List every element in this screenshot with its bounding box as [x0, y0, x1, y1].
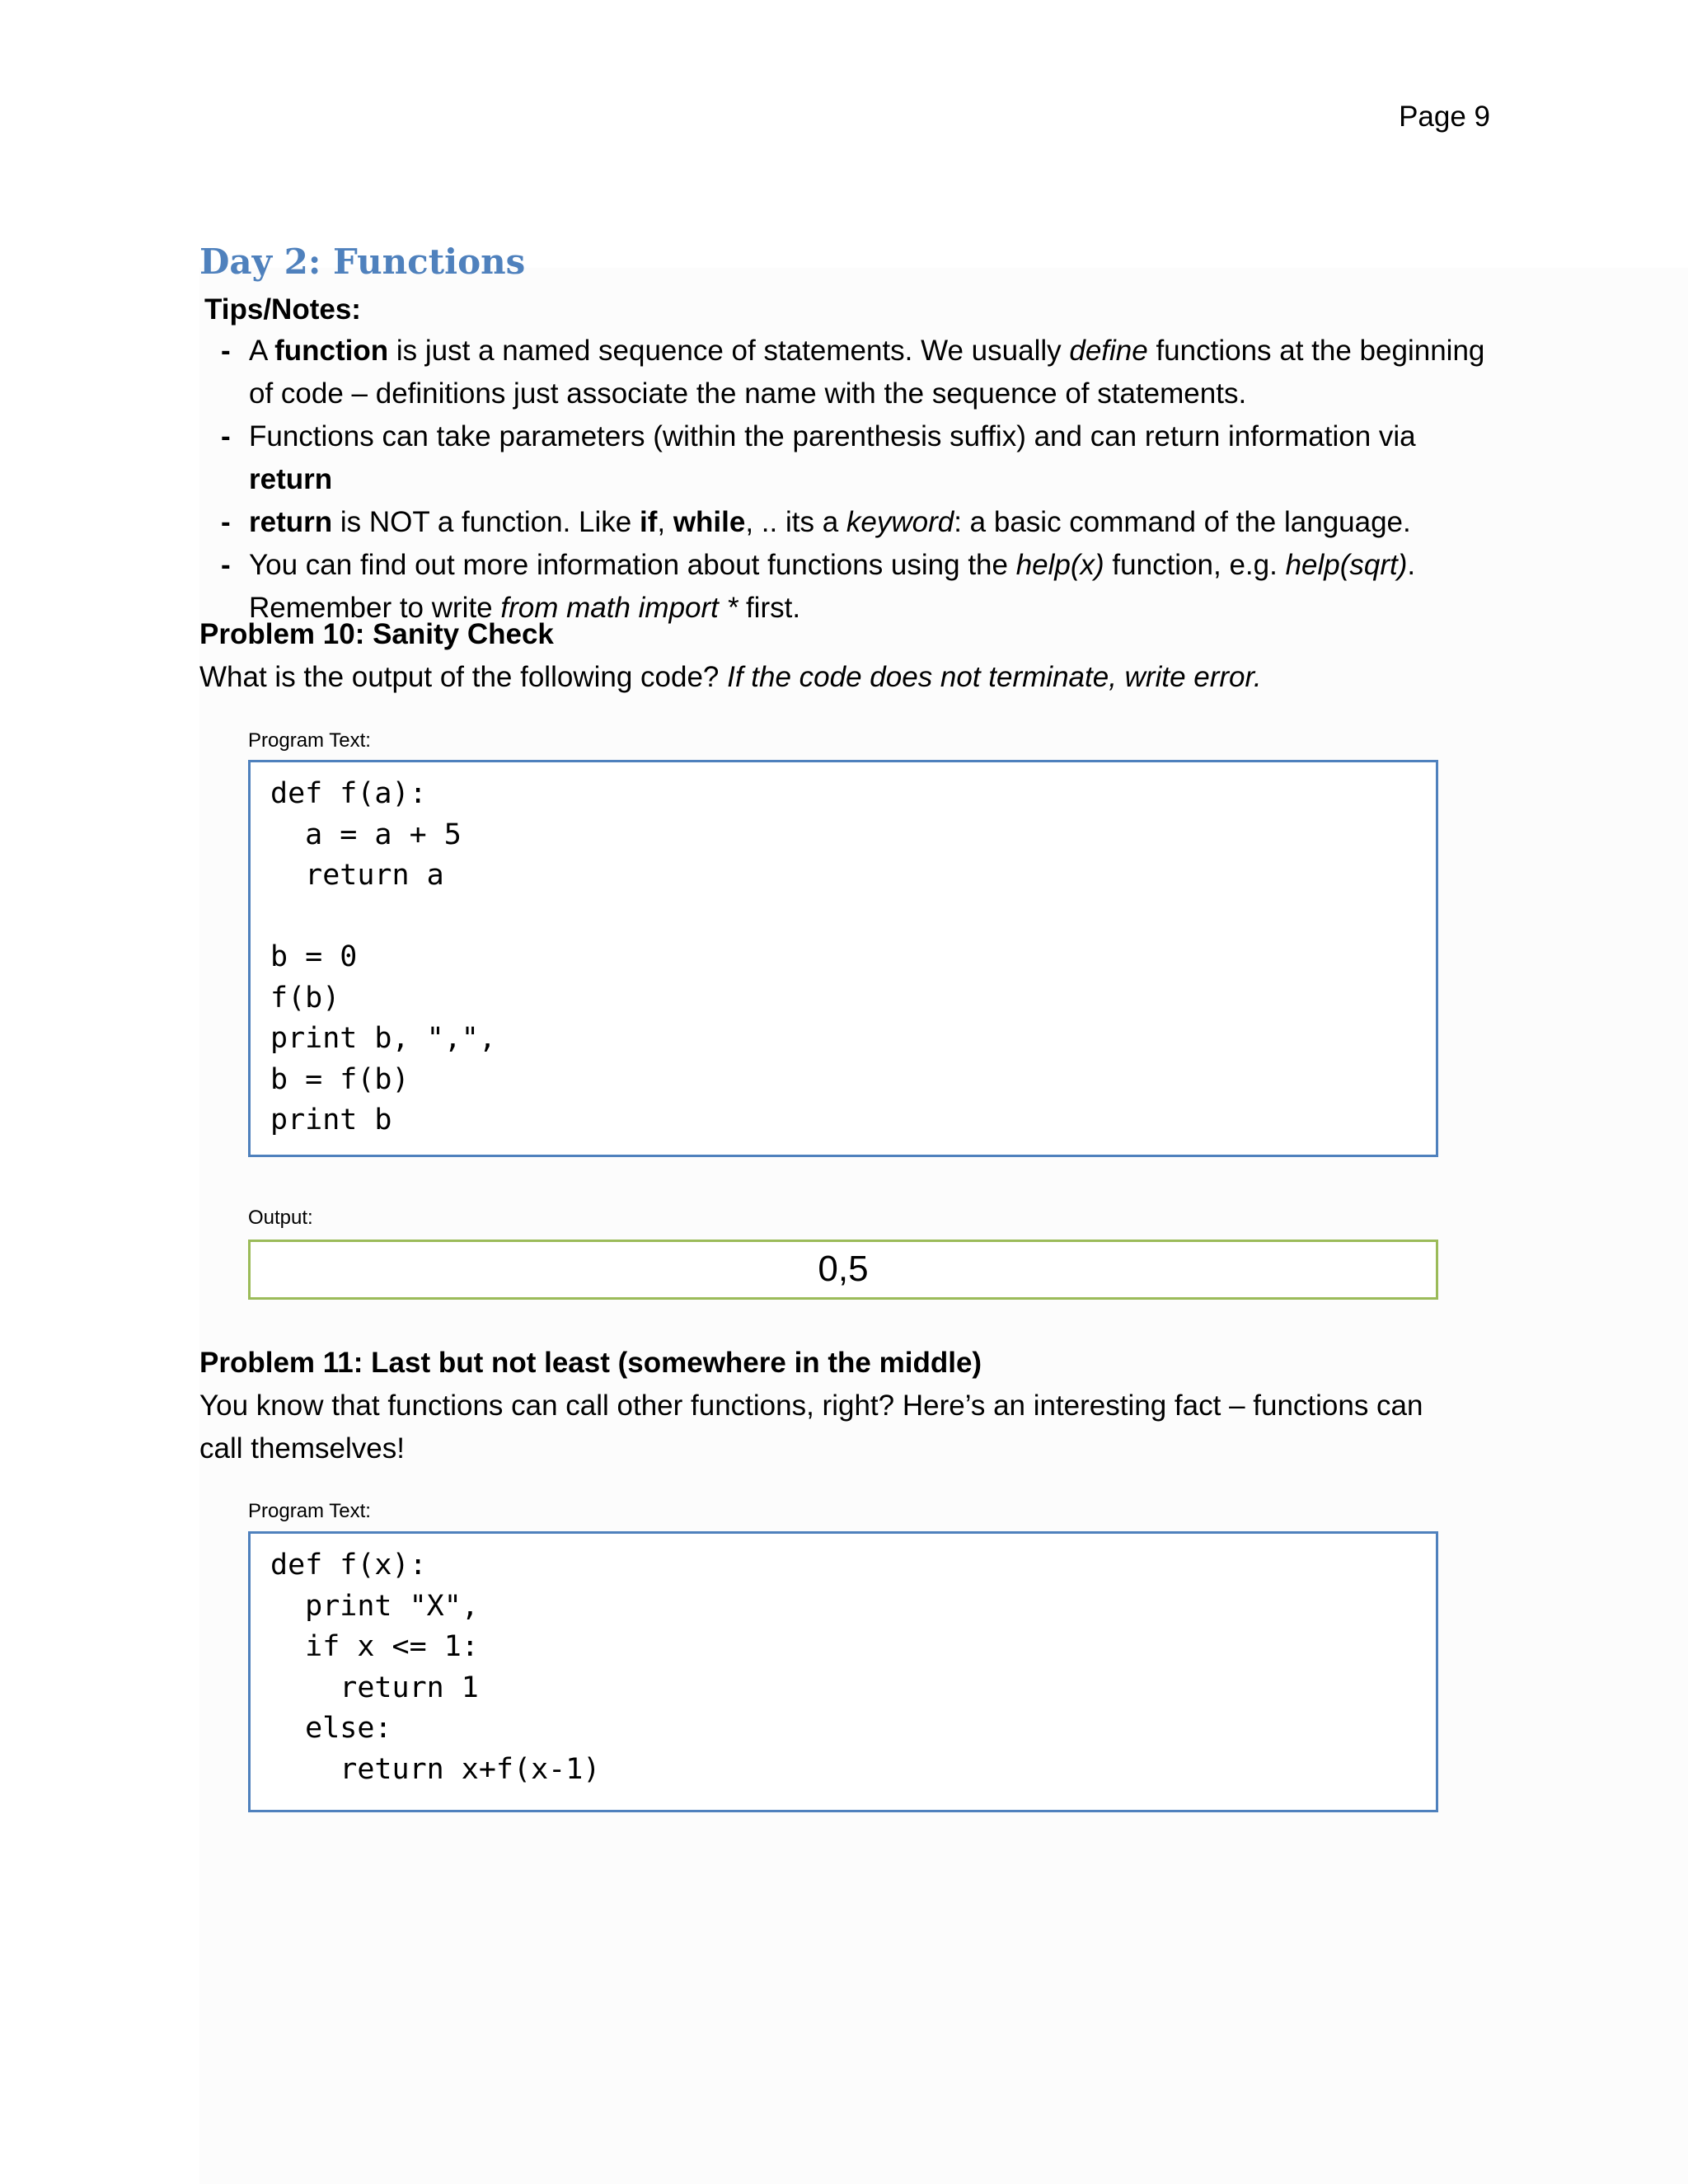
program-text-label: Program Text:: [248, 729, 371, 752]
tip-item: - A function is just a named sequence of statements. We usually define functions at the beginning of code – definitions just associate the name with the sequence of statements.: [216, 330, 1485, 415]
section-title: Day 2: Functions: [199, 241, 526, 282]
code-box-problem-11: [248, 1531, 1438, 1812]
code-line: return 1: [270, 1671, 479, 1704]
code-line: print "X",: [270, 1589, 479, 1623]
problem-10-question: What is the output of the following code? If the code does not terminate, write error.: [199, 661, 1262, 693]
code-line: f(b): [270, 981, 340, 1015]
output-label: Output:: [248, 1207, 313, 1229]
problem-11-intro: You know that functions can call other functions, right? Here’s an interesting fact – functions can call themselves!: [199, 1390, 1423, 1465]
code-line: return a: [270, 859, 444, 892]
tips-list: [216, 330, 1485, 630]
code-line: print b: [270, 1104, 392, 1137]
code-line: return x+f(x-1): [270, 1752, 601, 1786]
code-line: b = f(b): [270, 1062, 410, 1096]
tip-item: - You can find out more information about functions using the help(x) function, e.g. help(sqrt). Remember to write from math import * first.: [216, 544, 1485, 630]
code-line: def f(x):: [270, 1549, 427, 1582]
code-line: a = a + 5: [270, 818, 462, 851]
code-line: [270, 897, 1416, 938]
handwritten-answer: 0,5: [818, 1249, 869, 1289]
tip-item: - return is NOT a function. Like if, while, .. its a keyword: a basic command of the language.: [216, 501, 1485, 544]
page-number: Page 9: [1399, 101, 1490, 133]
tips-heading: Tips/Notes:: [204, 293, 361, 326]
code-box-problem-10: [248, 760, 1438, 1157]
code-line: if x <= 1:: [270, 1630, 479, 1663]
output-answer-box: [248, 1240, 1438, 1300]
code-line: else:: [270, 1712, 392, 1745]
problem-11-title: Problem 11: Last but not least (somewhere in the middle): [199, 1347, 982, 1379]
code-line: def f(a):: [270, 777, 427, 810]
code-line: print b, ",",: [270, 1022, 496, 1055]
tip-item: - Functions can take parameters (within the parenthesis suffix) and can return information via return: [216, 415, 1485, 501]
code-line: b = 0: [270, 940, 358, 973]
program-text-label: Program Text:: [248, 1500, 371, 1522]
problem-10-title: Problem 10: Sanity Check: [199, 618, 554, 650]
